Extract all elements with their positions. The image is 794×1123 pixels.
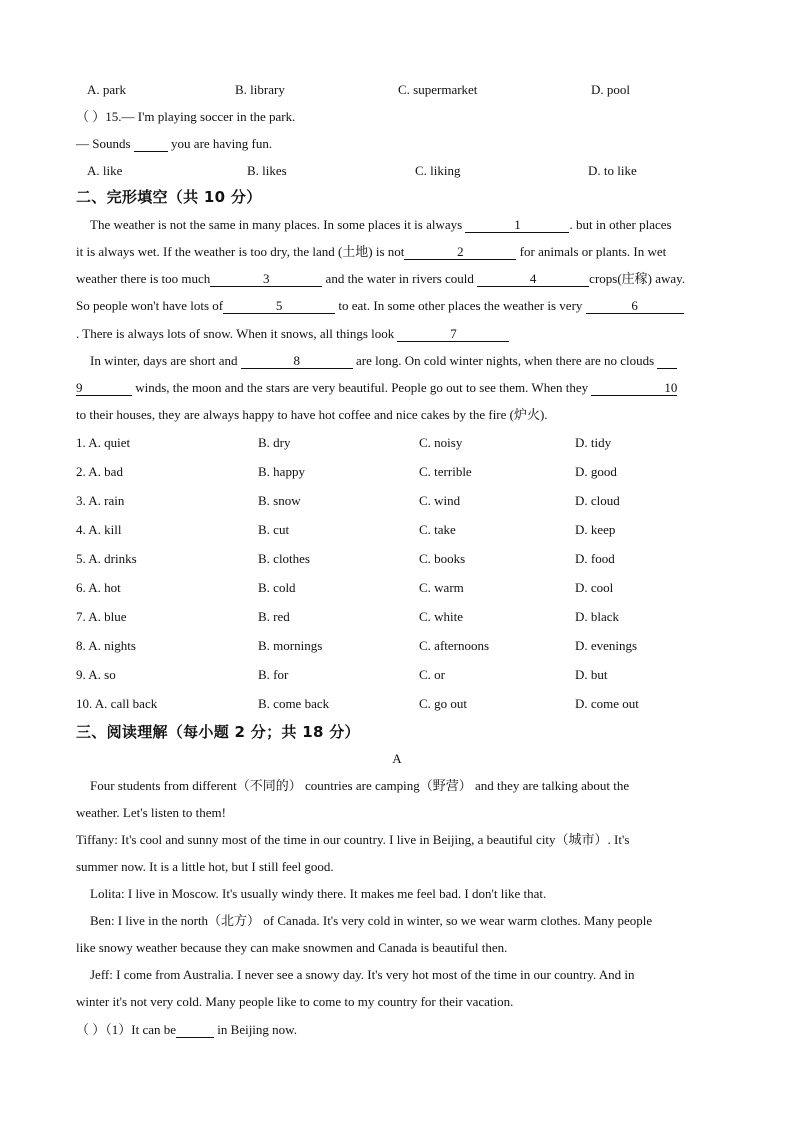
cloze-text: . but in other places — [569, 217, 672, 232]
q15-reply-line — [76, 136, 272, 152]
cloze-blank-9: 9 — [76, 381, 132, 396]
cloze-text: are long. On cold winter nights, when there are no clouds — [352, 353, 658, 368]
cloze-q4-option-b: B. cut — [258, 522, 290, 537]
q15-reply-prefix: — Sounds — [76, 136, 134, 151]
cloze-blank-5: 5 — [223, 299, 335, 314]
q14-option-a: A. park — [87, 82, 126, 97]
cloze-q6-option-b: B. cold — [258, 580, 296, 595]
cloze-q1-option-b: B. dry — [258, 435, 291, 450]
cloze-text: In winter, days are short and — [90, 353, 241, 368]
cloze-text: So people won't have lots of — [76, 298, 224, 313]
cloze-q10-option-a: 10. A. call back — [76, 696, 158, 711]
q15-stem: 15.— I'm playing soccer in the park. — [105, 109, 296, 124]
cloze-blank-9-start — [657, 354, 677, 369]
cloze-line-6 — [76, 353, 722, 369]
cloze-line-3 — [76, 271, 722, 287]
cloze-text: to eat. In some other places the weather is very — [335, 298, 586, 313]
cloze-q9-option-d: D. but — [575, 667, 608, 682]
reading-q1-stem-end: in Beijing now. — [214, 1022, 297, 1037]
cloze-text: it is always wet. If the weather is too dry, the land (土地) is not — [76, 244, 405, 259]
q15-stem-line — [76, 109, 295, 125]
cloze-q9-option-a: 9. A. so — [76, 667, 116, 682]
cloze-q8-option-d: D. evenings — [575, 638, 638, 653]
cloze-q2-option-b: B. happy — [258, 464, 305, 479]
answer-paren: （ ） — [76, 1022, 106, 1037]
q14-option-d: D. pool — [591, 82, 630, 97]
cloze-q9-option-b: B. for — [258, 667, 289, 682]
cloze-q1-option-c: C. noisy — [419, 435, 463, 450]
cloze-q9-option-c: C. or — [419, 667, 445, 682]
cloze-q6-option-d: D. cool — [575, 580, 614, 595]
q15-option-b: B. likes — [247, 163, 287, 178]
passage-line-9: winter it's not very cold. Many people like to come to my country for their vacation. — [76, 994, 514, 1009]
cloze-q5-option-c: C. books — [419, 551, 466, 566]
passage-label: A — [392, 751, 402, 766]
cloze-q4-option-d: D. keep — [575, 522, 616, 537]
cloze-line-1 — [76, 217, 722, 233]
cloze-q5-option-b: B. clothes — [258, 551, 310, 566]
passage-line-4: summer now. It is a little hot, but I still feel good. — [76, 859, 334, 874]
cloze-q1-option-a: 1. A. quiet — [76, 435, 131, 450]
cloze-q6-option-c: C. warm — [419, 580, 464, 595]
section2-heading: 二、完形填空（共 10 分） — [76, 188, 262, 206]
cloze-q10-option-b: B. come back — [258, 696, 330, 711]
cloze-text: The weather is not the same in many places. In some places it is always — [90, 217, 466, 232]
cloze-q5-option-d: D. food — [575, 551, 615, 566]
section3-heading: 三、阅读理解（每小题 2 分；共 18 分） — [76, 723, 360, 741]
cloze-line-7 — [76, 380, 722, 396]
cloze-blank-10: 10 — [591, 381, 677, 396]
q15-option-a: A. like — [87, 163, 123, 178]
q15-option-c: C. liking — [415, 163, 461, 178]
cloze-blank-3: 3 — [210, 272, 322, 287]
cloze-q3-option-a: 3. A. rain — [76, 493, 125, 508]
cloze-q2-option-a: 2. A. bad — [76, 464, 123, 479]
cloze-text: winds, the moon and the stars are very beautiful. People go out to see them. When they — [132, 380, 592, 395]
passage-line-2: weather. Let's listen to them! — [76, 805, 226, 820]
cloze-blank-4: 4 — [477, 272, 589, 287]
reading-q1-stem: （1）It can be — [105, 1022, 177, 1037]
q15-blank — [134, 137, 168, 152]
cloze-q7-option-a: 7. A. blue — [76, 609, 127, 624]
passage-line-7: like snowy weather because they can make snowmen and Canada is beautiful then. — [76, 940, 508, 955]
q14-option-c: C. supermarket — [398, 82, 478, 97]
answer-paren: （ ） — [76, 109, 106, 124]
cloze-q8-option-c: C. afternoons — [419, 638, 490, 653]
reading-q1 — [76, 1022, 297, 1038]
cloze-text: and the water in rivers could — [322, 271, 478, 286]
cloze-q8-option-a: 8. A. nights — [76, 638, 136, 653]
passage-line-8: Jeff: I come from Australia. I never see a snowy day. It's very hot most of the time in our country. And in — [90, 967, 635, 982]
passage-line-6: Ben: I live in the north（北方） of Canada. It's very cold in winter, so we wear warm clothes. Many people — [90, 913, 653, 928]
passage-line-1: Four students from different（不同的） countries are camping（野营） and they are talking about the — [90, 778, 630, 793]
cloze-line-5 — [76, 326, 722, 342]
cloze-line-8: to their houses, they are always happy to have hot coffee and nice cakes by the fire (炉火). — [76, 407, 548, 422]
cloze-line-4 — [76, 298, 722, 314]
cloze-text: for animals or plants. In wet — [516, 244, 667, 259]
cloze-blank-6: 6 — [586, 299, 684, 314]
cloze-q4-option-a: 4. A. kill — [76, 522, 122, 537]
cloze-line-2 — [76, 244, 722, 260]
cloze-q10-option-c: C. go out — [419, 696, 468, 711]
q15-reply-suffix: you are having fun. — [167, 136, 273, 151]
cloze-q3-option-d: D. cloud — [575, 493, 620, 508]
reading-q1-blank — [176, 1023, 214, 1038]
cloze-q3-option-b: B. snow — [258, 493, 301, 508]
cloze-q10-option-d: D. come out — [575, 696, 639, 711]
cloze-q8-option-b: B. mornings — [258, 638, 323, 653]
cloze-text: . There is always lots of snow. When it snows, all things look — [76, 326, 398, 341]
passage-line-5: Lolita: I live in Moscow. It's usually windy there. It makes me feel bad. I don't like that. — [90, 886, 547, 901]
cloze-q4-option-c: C. take — [419, 522, 456, 537]
cloze-q1-option-d: D. tidy — [575, 435, 612, 450]
cloze-blank-1: 1 — [465, 218, 569, 233]
cloze-q2-option-d: D. good — [575, 464, 617, 479]
cloze-text: weather there is too much — [76, 271, 211, 286]
cloze-q3-option-c: C. wind — [419, 493, 461, 508]
cloze-blank-7: 7 — [397, 327, 509, 342]
q15-option-d: D. to like — [588, 163, 637, 178]
cloze-blank-8: 8 — [241, 354, 353, 369]
cloze-text: crops(庄稼) away. — [589, 271, 686, 286]
cloze-q2-option-c: C. terrible — [419, 464, 472, 479]
cloze-q5-option-a: 5. A. drinks — [76, 551, 137, 566]
passage-line-3: Tiffany: It's cool and sunny most of the time in our country. I live in Beijing, a beautiful city（城市）. It's — [76, 832, 630, 847]
cloze-q6-option-a: 6. A. hot — [76, 580, 121, 595]
cloze-q7-option-d: D. black — [575, 609, 620, 624]
cloze-q7-option-c: C. white — [419, 609, 464, 624]
cloze-blank-2: 2 — [404, 245, 516, 260]
q14-option-b: B. library — [235, 82, 285, 97]
cloze-q7-option-b: B. red — [258, 609, 290, 624]
